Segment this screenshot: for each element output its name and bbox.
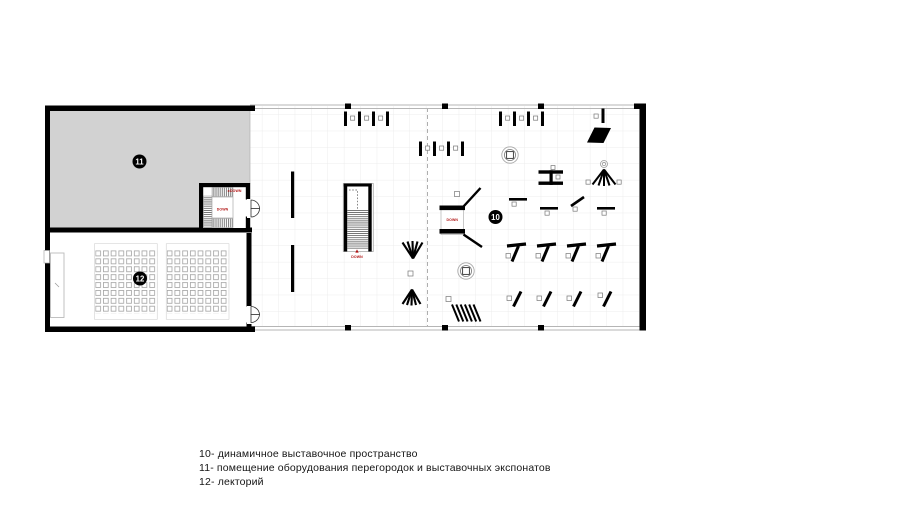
marker-12 (133, 272, 147, 286)
column-2 (458, 263, 474, 279)
seat-block-a (95, 251, 157, 314)
stairwell-small (199, 183, 250, 228)
wall-niche (44, 251, 50, 264)
stair-main (343, 184, 373, 260)
stair-down-arrow-label: ◄DOWN (226, 188, 242, 193)
stair-treads (347, 209, 368, 249)
main-stair-down-label: DOWN (351, 255, 363, 260)
left-block (44, 106, 261, 333)
seat-block-b (167, 251, 229, 314)
double-door-upper (247, 199, 261, 218)
legend-item-10: 10- динамичное выставочное пространство (199, 448, 418, 460)
exhibit-square-2 (446, 297, 451, 302)
marker-12-label: 12 (135, 274, 145, 284)
double-door-lower (247, 306, 261, 324)
column-1 (502, 147, 518, 163)
stair-flight-left (204, 196, 213, 228)
gray-room-edge (250, 106, 251, 184)
marker-11-label: 11 (135, 157, 144, 167)
legend-item-11: 11- помещение оборудования перегородок и выставочных экспонатов (199, 462, 551, 474)
partition-wall-2 (291, 245, 294, 292)
stair-down-label: DOWN (216, 207, 229, 212)
stair-flight-bottom (212, 219, 233, 228)
elevator-down-label: DOWN (446, 218, 459, 222)
legend-item-12: 12- лекторий (199, 476, 264, 488)
exhibit-square-1 (408, 271, 413, 276)
legend (199, 447, 551, 489)
partition-wall-1 (291, 172, 294, 219)
marker-11 (133, 155, 147, 169)
marker-10 (489, 210, 503, 224)
marker-10-label: 10 (491, 212, 500, 222)
right-wall (640, 104, 647, 331)
